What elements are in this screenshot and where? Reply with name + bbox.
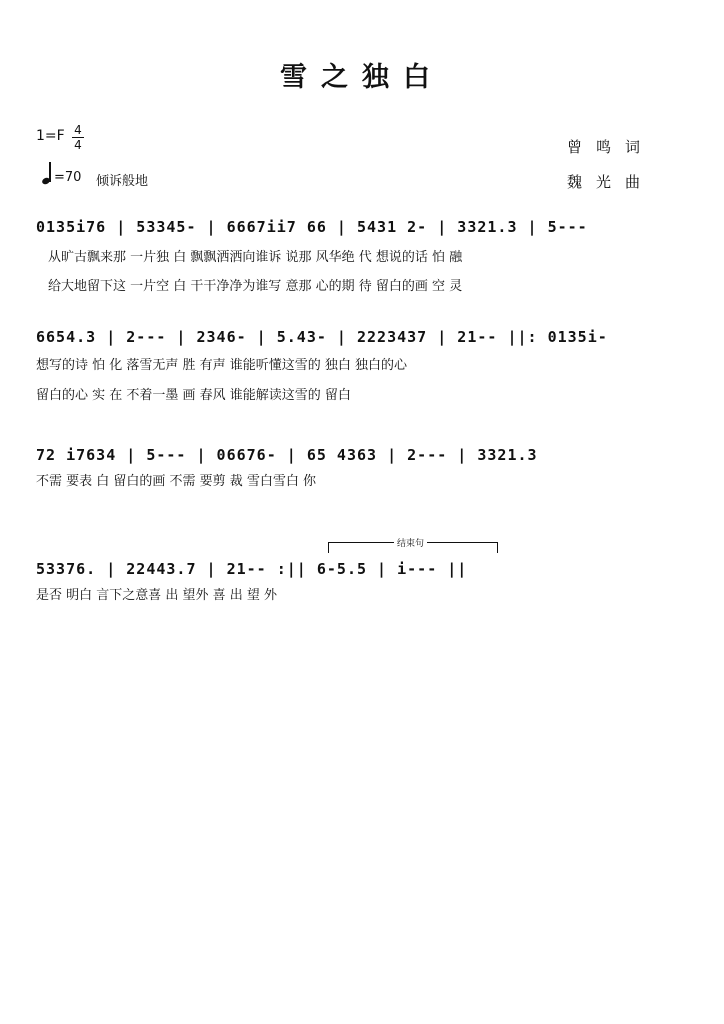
- lyric-row-2-verse-2: 留白的心 实 在 不着一墨 画 春风 谁能解读这雪的 留白: [36, 388, 351, 403]
- ending-label: 结束句: [394, 536, 427, 549]
- notation-row-4: 53376. | 22443.7 | 21-- :|| 6-5.5 | i--- ||: [36, 560, 468, 578]
- notation-row-1: 0135i76 | 53345- | 6667ii7 66 | 5431 2- | 3321.3 | 5---: [36, 218, 588, 236]
- key-signature: 1=F: [36, 128, 65, 144]
- expression-mark: 倾诉般地: [96, 174, 149, 189]
- tempo-marking: [40, 160, 200, 190]
- lyric-row-2-verse-1: 想写的诗 怕 化 落雪无声 胜 有声 谁能听懂这雪的 独白 独白的心: [36, 358, 408, 373]
- tempo-bpm: =70: [54, 170, 82, 185]
- notation-row-2: 6654.3 | 2--- | 2346- | 5.43- | 2223437 | 21-- ||: 0135i-: [36, 328, 608, 346]
- composer-credit: 魏光曲: [567, 173, 655, 191]
- lyric-row-1-verse-2: 给大地留下这 一片空 白 干干净净为谁写 意那 心的期 待 留白的画 空 灵: [48, 279, 463, 294]
- lyric-row-3: 不需 要表 白 留白的画 不需 要剪 裁 雪白雪白 你: [36, 474, 317, 489]
- time-signature: [72, 124, 84, 151]
- song-title: 雪之独白: [280, 62, 444, 93]
- notation-row-3: 72 i7634 | 5--- | 06676- | 65 4363 | 2--- | 3321.3: [36, 446, 538, 464]
- lyric-row-4: 是否 明白 言下之意喜 出 望外 喜 出 望 外: [36, 588, 278, 603]
- lyricist-credit: 曾鸣词: [567, 138, 655, 156]
- quarter-note-stem: [49, 162, 51, 182]
- lyric-row-1-verse-1: 从旷古飘来那 一片独 白 飘飘洒洒向谁诉 说那 风华绝 代 想说的话 怕 融: [48, 250, 463, 265]
- meter-top: 4: [74, 123, 82, 137]
- meter-bottom: 4: [74, 138, 82, 152]
